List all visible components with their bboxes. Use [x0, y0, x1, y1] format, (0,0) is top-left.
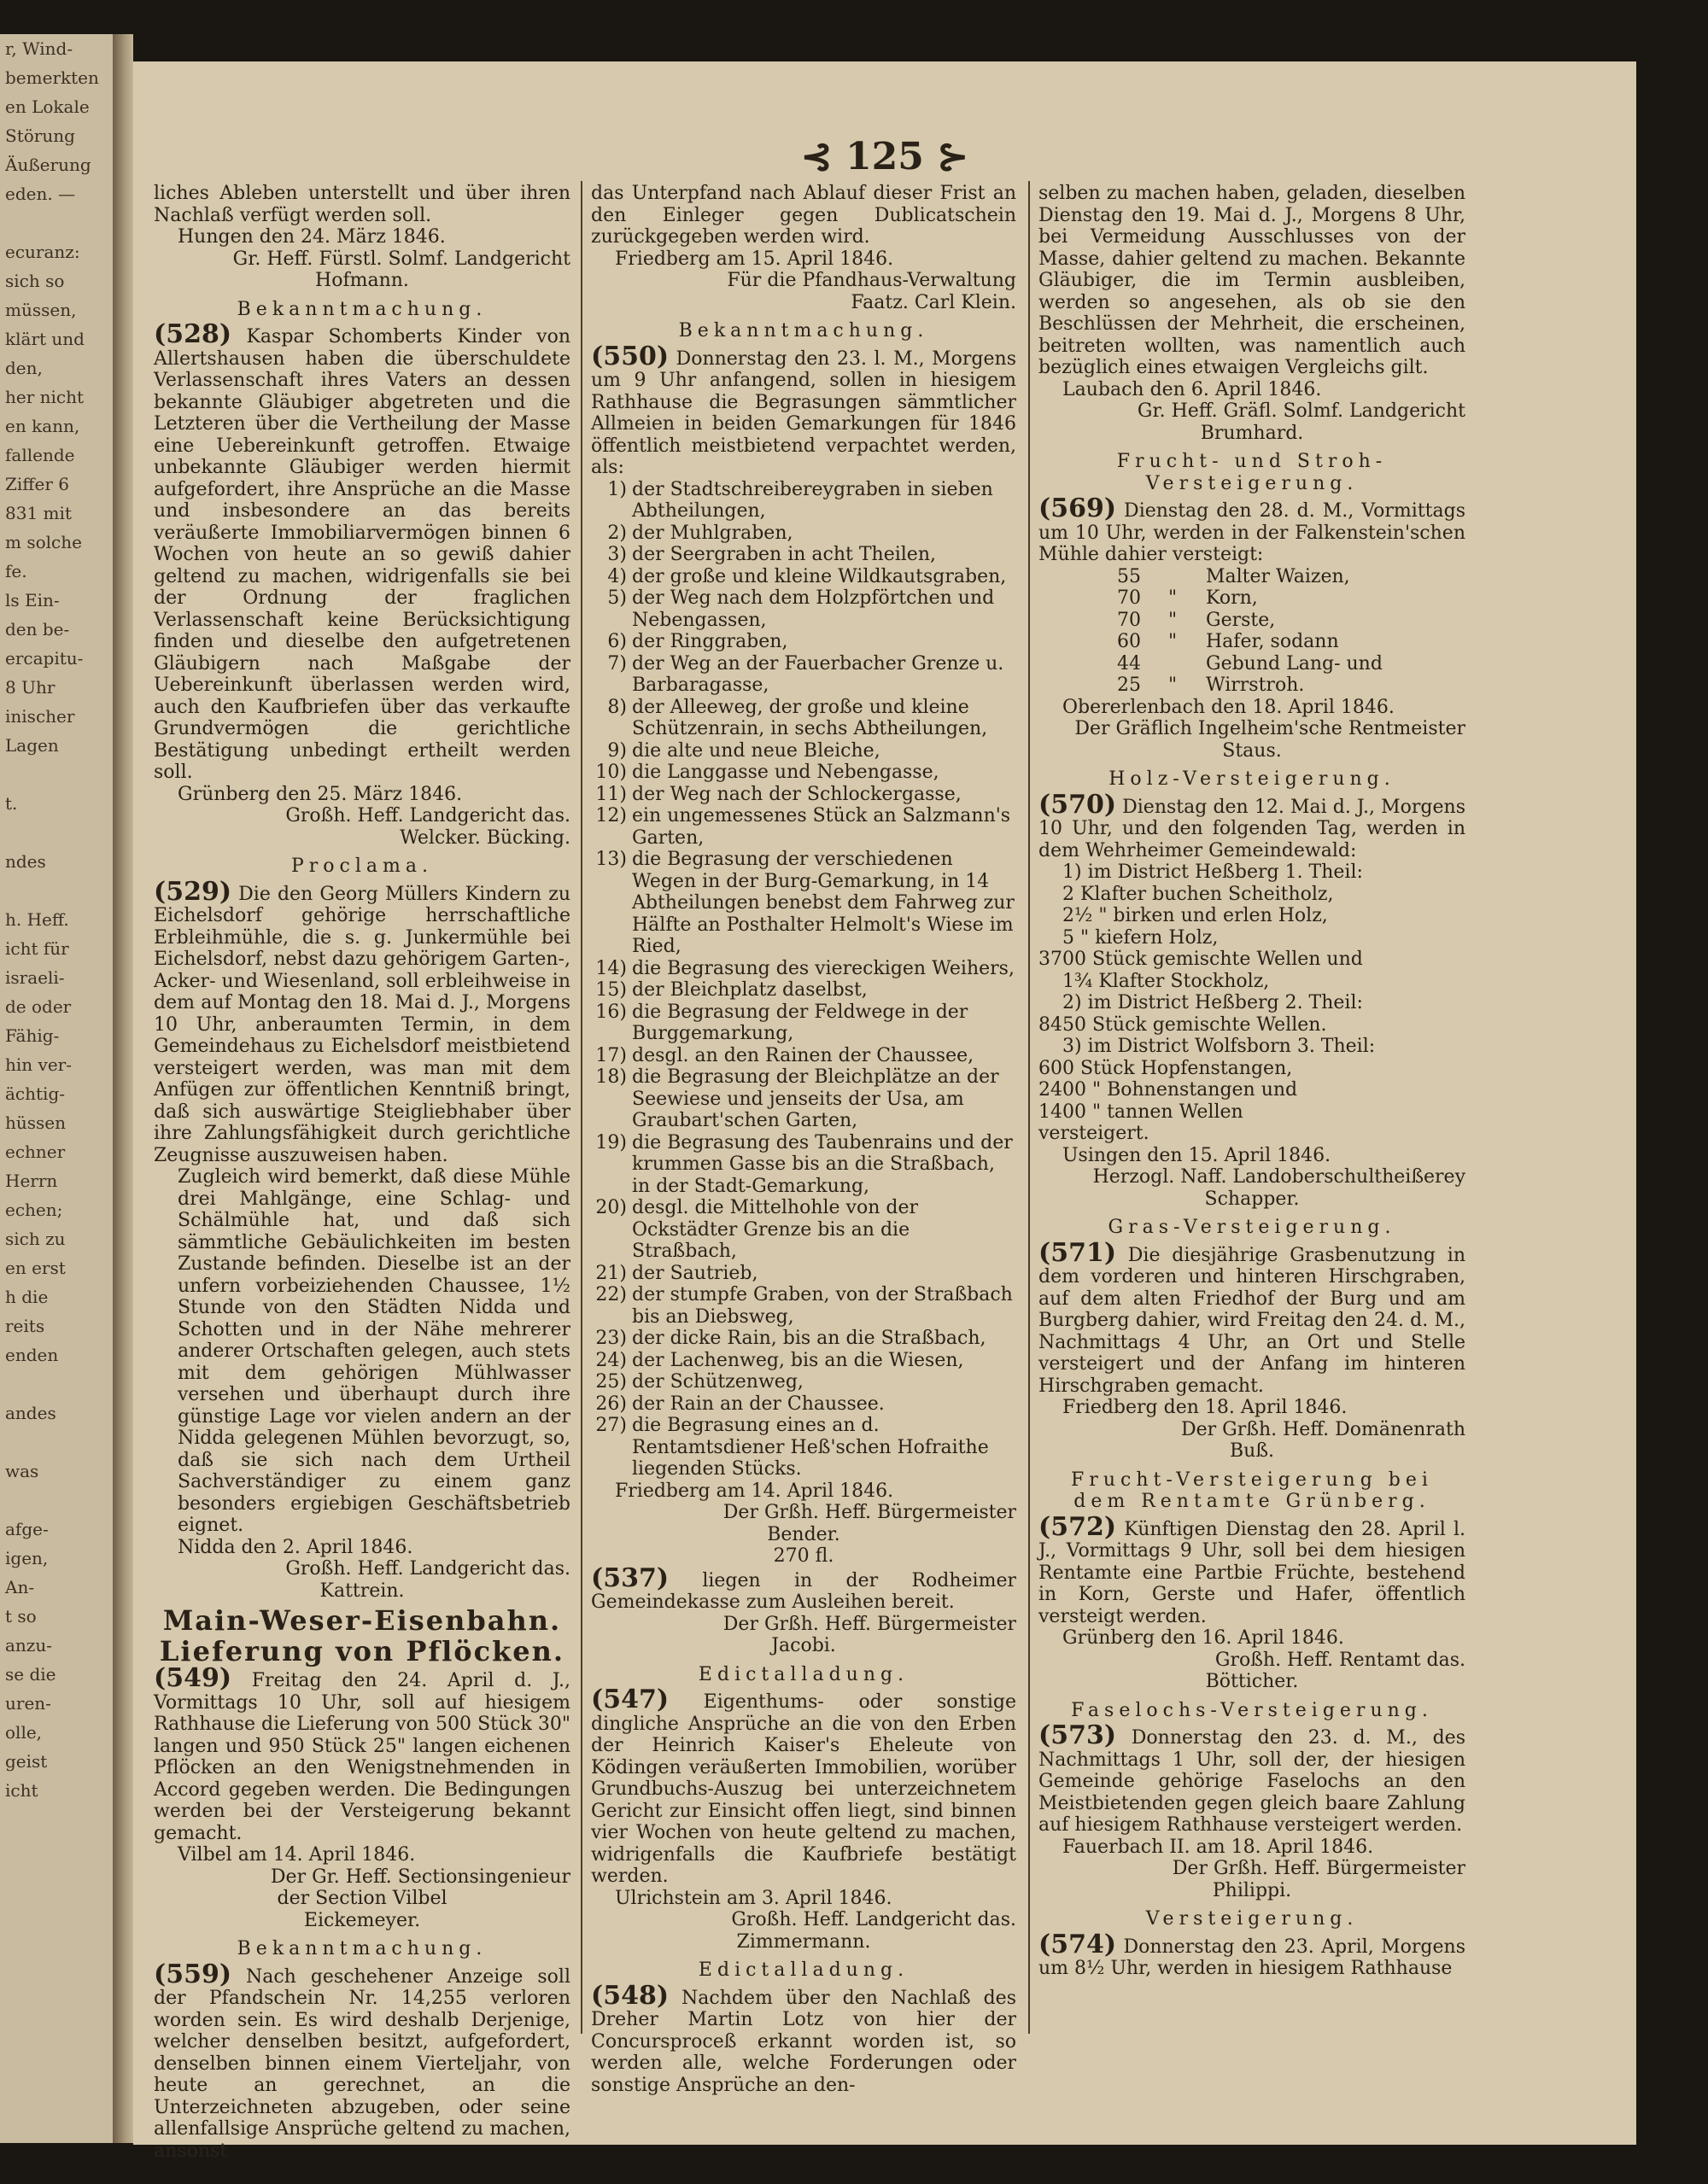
- quantity-amount: 25: [1117, 674, 1141, 696]
- text-line: Zimmermann.: [736, 1930, 871, 1953]
- text-line: 270 fl.: [773, 1545, 834, 1567]
- list-number: 6): [607, 631, 627, 652]
- notice-entry: [154, 876, 570, 1167]
- margin-fragment: olle,: [5, 1722, 43, 1743]
- list-item: [591, 697, 1016, 740]
- text-line: Bötticher.: [1205, 1671, 1299, 1692]
- list-text: der Seergraben in acht Theilen,: [632, 544, 936, 565]
- list-number: 22): [595, 1284, 627, 1305]
- quantity-item: Korn,: [1206, 587, 1258, 609]
- section-heading: Versteigerung.: [1145, 1908, 1359, 1930]
- list-text: die Begrasung der Feldwege in der Burggemarkung,: [632, 1001, 968, 1044]
- ditto-mark: ": [1168, 631, 1178, 652]
- text-line: Ulrichstein am 3. April 1846.: [615, 1887, 892, 1909]
- margin-fragment: de oder: [5, 996, 72, 1017]
- text-line: 2) im District Heßberg 2. Theil:: [1062, 992, 1363, 1013]
- quantity-row: [1038, 566, 1465, 588]
- notice-entry: [154, 1663, 570, 1844]
- text-line: 1400 " tannen Wellen: [1038, 1101, 1243, 1123]
- list-number: 17): [595, 1044, 627, 1066]
- section-heading: Holz-Versteigerung.: [1108, 768, 1395, 790]
- notice-entry: [1038, 493, 1465, 566]
- text-line: 2400 " Bohnenstangen und: [1038, 1079, 1298, 1101]
- margin-fragment: [0, 1486, 113, 1515]
- list-number: 14): [595, 957, 627, 979]
- text-line: Laubach den 6. April 1846.: [1062, 378, 1322, 400]
- notice-entry: [591, 341, 1016, 479]
- margin-fragment: müssen,: [5, 300, 77, 320]
- margin-fragment: icht für: [5, 938, 69, 959]
- margin-fragment: igen,: [5, 1548, 49, 1568]
- notice-number: (559): [154, 1959, 232, 1989]
- margin-fragment: reits: [5, 1316, 45, 1336]
- text-line: 3) im District Wolfsborn 3. Theil:: [1062, 1036, 1376, 1057]
- margin-fragment: uren-: [5, 1693, 51, 1714]
- large-heading: Main-Weser-Eisenbahn.: [162, 1604, 562, 1637]
- notice-number: (573): [1038, 1720, 1117, 1750]
- text-line: 5 " kiefern Holz,: [1062, 926, 1219, 949]
- text-line: Für die Pfandhaus-Verwaltung: [727, 270, 1016, 291]
- margin-fragment: den be-: [5, 619, 70, 639]
- list-text: der Rain an der Chaussee.: [632, 1393, 885, 1415]
- margin-fragment: fe.: [5, 561, 27, 581]
- margin-fragment: sich zu: [5, 1229, 66, 1249]
- notice-text: Künftigen Dienstag den 28. April l. J., Vormittags 9 Uhr, soll bei dem hiesigen Rentamte eine Partbie Früchte, bestehend in Korn, Gerste und Hafer, öffentlich versteigt werden.: [1038, 1518, 1465, 1627]
- text-line: liches Ableben unterstellt und über ihren Nachlaß verfügt werden soll.: [154, 183, 570, 226]
- list-number: 15): [595, 979, 627, 1001]
- margin-fragment: israeli-: [5, 967, 65, 988]
- notice-text: Die den Georg Müllers Kindern zu Eichelsdorf gehörige herrschaftliche Erbleihmühle, die s. g. Junkermühle bei Eichelsdorf, nebst dazu gehörigem Garten-, Acker- und Wiesenland, soll erbleihweise in dem auf Montag den 18. Mai d. J., Morgens 10 Uhr, anberaumten Termin, in dem Gemeindehaus zu Eichelsdorf meistbietend versteigert werden, was man mit dem Anfügen zur öffentlichen Kenntniß bringt, daß sich auswärtige Steigliebhaber über ihre Zahlungsfähigkeit durch gerichtliche Zeugnisse auszuweisen haben.: [154, 883, 570, 1166]
- large-heading: Lieferung von Pflöcken.: [159, 1634, 565, 1667]
- list-item: [591, 1197, 1016, 1263]
- list-number: 26): [595, 1393, 627, 1415]
- text-line: 3700 Stück gemischte Wellen und: [1038, 949, 1363, 970]
- margin-fragment: t.: [5, 793, 18, 814]
- margin-fragment: fallende: [5, 445, 75, 465]
- column-3: [1038, 183, 1465, 1980]
- margin-fragment: icht: [5, 1780, 38, 1801]
- list-number: 3): [607, 544, 627, 565]
- list-text: der dicke Rain, bis an die Straßbach,: [632, 1328, 986, 1349]
- list-number: 10): [595, 762, 627, 783]
- list-item: [591, 762, 1016, 784]
- list-number: 21): [595, 1262, 627, 1284]
- text-line: Hofmann.: [315, 270, 409, 291]
- section-heading: Frucht- und Stroh-Versteigerung.: [1116, 451, 1388, 494]
- margin-fragment: [0, 760, 113, 789]
- list-number: 18): [595, 1066, 627, 1088]
- list-number: 24): [595, 1349, 627, 1371]
- text-line: der Section Vilbel: [277, 1888, 447, 1909]
- notice-entry: [1038, 1720, 1465, 1837]
- quantity-amount: 55: [1117, 565, 1141, 587]
- text-line: 2½ " birken und erlen Holz,: [1062, 905, 1328, 926]
- quantity-amount: 60: [1117, 631, 1141, 652]
- list-text: die Begrasung der Bleichplätze an der Seewiese und jenseits der Usa, am Graubart'schen Garten,: [632, 1066, 999, 1131]
- quantity-row: [1038, 653, 1465, 675]
- notice-number: (572): [1038, 1511, 1117, 1542]
- list-item: [591, 849, 1016, 958]
- list-number: 2): [607, 522, 627, 544]
- text-line: Fauerbach II. am 18. April 1846.: [1062, 1836, 1374, 1858]
- text-line: Friedberg am 15. April 1846.: [615, 248, 894, 270]
- notice-entry: [1038, 789, 1465, 862]
- list-text: desgl. die Mittelhohle von der Ockstädter Grenze bis an die Straßbach,: [632, 1197, 919, 1262]
- notice-number: (547): [591, 1685, 670, 1714]
- notice-number: (570): [1038, 789, 1117, 820]
- text-line: Gr. Heff. Gräfl. Solmf. Landgericht: [1137, 400, 1465, 422]
- list-item: [591, 653, 1016, 697]
- notice-entry: [1038, 1929, 1465, 1980]
- margin-fragment: Fähig-: [5, 1025, 60, 1046]
- newspaper-page: [133, 61, 1636, 2162]
- ditto-mark: ": [1168, 674, 1178, 696]
- list-text: der Schützenweg,: [632, 1371, 804, 1393]
- column-rule: [581, 181, 582, 2034]
- margin-fragment: hin ver-: [5, 1054, 72, 1075]
- list-item: [591, 1328, 1016, 1350]
- text-line: Der Grßh. Heff. Bürgermeister: [1172, 1858, 1465, 1879]
- list-item: [591, 784, 1016, 806]
- list-number: 16): [595, 1001, 627, 1023]
- list-number: 9): [607, 739, 627, 762]
- quantity-amount: 70: [1117, 587, 1141, 609]
- list-number: 1): [607, 478, 627, 500]
- text-line: Großh. Heff. Landgericht das.: [285, 805, 570, 826]
- text-line: Der Grßh. Heff. Bürgermeister: [722, 1502, 1016, 1523]
- margin-fragment: m solche: [5, 532, 82, 552]
- notice-text: Nach geschehener Anzeige soll der Pfandschein Nr. 14,255 verloren worden sein. Es wird deshalb Derjenige, welcher denselben besitzt, aufgefordert, denselben binnen einem Vierteljahr, von heute an gerechnet, an die Unterzeichneten abzugeben, oder seine allenfallsige Ansprüche geltend zu machen, ansonst: [154, 1965, 570, 2162]
- margin-fragment: sich so: [5, 271, 65, 291]
- margin-fragment: ndes: [5, 851, 46, 872]
- margin-fragment: en kann,: [5, 416, 80, 436]
- margin-fragment: [0, 1428, 113, 1457]
- margin-fragment: echen;: [5, 1200, 63, 1220]
- list-number: 5): [607, 587, 627, 609]
- list-item: [591, 740, 1016, 762]
- margin-fragment: 8 Uhr: [5, 677, 56, 698]
- list-number: 8): [607, 696, 627, 718]
- margin-fragment: [0, 1369, 113, 1399]
- margin-fragment: h. Heff.: [5, 909, 69, 930]
- text-line: Welcker. Bücking.: [400, 826, 570, 849]
- quantity-item: Hafer, sodann: [1206, 631, 1339, 652]
- list-number: 7): [607, 652, 627, 674]
- section-heading: Gras-Versteigerung.: [1108, 1217, 1396, 1238]
- text-line: Bender.: [767, 1523, 840, 1545]
- text-line: Friedberg am 14. April 1846.: [615, 1480, 894, 1502]
- list-text: der große und kleine Wildkautsgraben,: [632, 565, 1007, 587]
- list-text: der Bleichplatz daselbst,: [632, 979, 868, 1001]
- margin-fragment: inischer: [5, 706, 75, 727]
- list-item: [591, 1393, 1016, 1416]
- text-line: Usingen den 15. April 1846.: [1062, 1144, 1331, 1166]
- column-2: [591, 183, 1016, 2096]
- text-line: Großh. Heff. Landgericht das.: [285, 1558, 570, 1580]
- text-line: Großh. Heff. Landgericht das.: [731, 1909, 1016, 1930]
- margin-fragment: den,: [5, 358, 43, 378]
- text-line: Der Grßh. Heff. Domänenrath: [1180, 1418, 1465, 1440]
- margin-fragment: ercapitu-: [5, 648, 84, 669]
- margin-fragment: Ziffer 6: [5, 474, 69, 494]
- text-line: das Unterpfand nach Ablauf dieser Frist an den Einleger gegen Dublicatschein zurückgegeben werden wird.: [591, 183, 1016, 248]
- text-line: selben zu machen haben, geladen, dieselben Dienstag den 19. Mai d. J., Morgens 8 Uhr, bei Vermeidung Ausschlusses von der Masse, dahier geltend zu machen. Bekannte Gläubiger, die im Termin ausbleiben, werden so angesehen, als ob sie den Beschlüssen der Mehrheit, die erscheinen, beitreten wollten, was namentlich auch bezüglich eines etwaigen Vergleichs gilt.: [1038, 183, 1465, 378]
- margin-fragment: r, Wind-: [5, 38, 73, 59]
- ditto-mark: ": [1168, 609, 1178, 631]
- margin-fragment: en erst: [5, 1258, 66, 1278]
- text-line: Obererlenbach den 18. April 1846.: [1062, 696, 1395, 718]
- list-text: die alte und neue Bleiche,: [632, 739, 880, 762]
- quantity-row: [1038, 631, 1465, 653]
- notice-text: Donnerstag den 23. l. M., Morgens um 9 Uhr anfangend, sollen in hiesigem Rathhause die Begrasungen sämmtlicher Allmeien in beiden Gemarkungen für 1846 öffentlich meistbietend verpachtet werden, als:: [591, 347, 1016, 478]
- list-text: die Begrasung der verschiedenen Wegen in der Burg-Gemarkung, in 14 Abtheilungen benebst dem Fahrweg zur Hälfte an Posthalter Helmolt's Wiese im Ried,: [632, 849, 1015, 957]
- text-line: Der Grßh. Heff. Bürgermeister: [722, 1613, 1016, 1635]
- text-line: Philippi.: [1212, 1879, 1292, 1901]
- page-number: [133, 135, 1636, 178]
- notice-number: (528): [154, 319, 232, 349]
- page-number-value: 125: [845, 135, 924, 178]
- notice-entry: [154, 1959, 570, 2163]
- list-text: die Begrasung des viereckigen Weihers,: [632, 957, 1015, 979]
- margin-fragment: eden. —: [5, 184, 76, 204]
- notice-number: (549): [154, 1663, 232, 1693]
- text-line: Zugleich wird bemerkt, daß diese Mühle drei Mahlgänge, eine Schlag- und Schälmühle hat, und daß sich sämmtliche Gebäulichkeiten im besten Zustande befinden. Dieselbe ist an der unfern vorbeiziehenden Chaussee, 1½ Stunde von den Städten Nidda und Schotten und in der Nähe mehrerer anderer Ortschaften gelegen, auch stets mit dem gehörigen Mühlwasser versehen und überhaupt durch ihre günstige Lage vor vielen andern an der Nidda gelegenen Mühlen bevorzugt, so, daß sie sich nach dem Urtheil Sachverständiger zu einem ganz besonders ergiebigen Geschäftsbetrieb eignet.: [178, 1166, 570, 1536]
- list-text: die Langgasse und Nebengasse,: [632, 762, 939, 783]
- section-heading: Edictalladung.: [698, 1959, 910, 1981]
- notice-number: (550): [591, 341, 670, 371]
- text-line: Gr. Heff. Fürstl. Solmf. Landgericht: [232, 248, 570, 270]
- margin-fragment: ächtig-: [5, 1083, 65, 1104]
- text-line: Staus.: [1222, 739, 1282, 762]
- notice-entry: [591, 1980, 1016, 2097]
- list-number: 12): [595, 805, 627, 826]
- section-heading: Proclama.: [290, 855, 433, 877]
- quantity-row: [1038, 610, 1465, 632]
- text-line: Schapper.: [1204, 1188, 1300, 1210]
- text-line: Großh. Heff. Rentamt das.: [1214, 1649, 1465, 1671]
- list-number: 20): [595, 1197, 627, 1218]
- list-item: [591, 1066, 1016, 1132]
- margin-fragment: klärt und: [5, 329, 85, 349]
- text-line: Der Gräflich Ingelheim'sche Rentmeister: [1074, 718, 1465, 739]
- column-1: [154, 183, 570, 2162]
- list-text: der Stadtschreibereygraben in sieben Abtheilungen,: [632, 478, 993, 522]
- list-item: [591, 1350, 1016, 1372]
- margin-fragment: hüssen: [5, 1112, 67, 1133]
- list-text: der stumpfe Graben, von der Straßbach bis an Diebsweg,: [632, 1284, 1013, 1328]
- list-item: [591, 958, 1016, 980]
- notice-entry: [591, 1562, 1016, 1614]
- list-number: 11): [595, 783, 627, 805]
- list-text: der Ringgraben,: [632, 631, 788, 652]
- section-heading: Frucht-Versteigerung bei dem Rentamte Grünberg.: [1071, 1469, 1433, 1512]
- notice-text: Donnerstag den 23. April, Morgens um 8½ Uhr, werden in hiesigem Rathhause: [1038, 1936, 1465, 1979]
- column-rule: [1028, 181, 1030, 2034]
- text-line: 1) im District Heßberg 1. Theil:: [1062, 861, 1363, 883]
- list-text: ein ungemessenes Stück an Salzmann's Garten,: [632, 805, 1011, 849]
- margin-fragment: echner: [5, 1142, 66, 1162]
- notice-number: (571): [1038, 1237, 1117, 1268]
- margin-fragment: Störung: [5, 126, 75, 146]
- section-heading: Edictalladung.: [698, 1663, 910, 1685]
- list-text: der Weg an der Fauerbacher Grenze u. Barbaragasse,: [632, 652, 1004, 696]
- ditto-mark: [1168, 566, 1206, 588]
- list-item: [591, 544, 1016, 566]
- list-text: der Weg nach der Schlockergasse,: [632, 783, 962, 805]
- quantity-amount: 70: [1117, 609, 1141, 631]
- notice-text: Freitag den 24. April d. J., Vormittags 10 Uhr, soll auf hiesigem Rathhause die Lieferung von 500 Stück 30" langen und 950 Stück 25" langen eichenen Pflöcken an den Wenigstnehmenden in Accord gegeben werden. Die Bedingungen werden bei der Versteigerung bekannt gemacht.: [154, 1670, 570, 1844]
- list-item: [591, 1001, 1016, 1045]
- notice-entry: [1038, 1511, 1465, 1628]
- quantity-item: Malter Waizen,: [1206, 565, 1350, 587]
- ornament-left: ⊰: [800, 135, 846, 178]
- margin-fragment: her nicht: [5, 387, 85, 407]
- notice-entry: [1038, 1237, 1465, 1398]
- text-line: 2 Klafter buchen Scheitholz,: [1062, 883, 1334, 905]
- notice-entry: [591, 1685, 1016, 1888]
- quantity-item: Wirrstroh.: [1206, 674, 1305, 696]
- margin-fragment: bemerkten: [5, 67, 99, 88]
- section-heading: Faselochs-Versteigerung.: [1071, 1699, 1433, 1721]
- previous-page-margin: [0, 34, 115, 2143]
- text-line: Kattrein.: [319, 1580, 405, 1602]
- notice-number: (529): [154, 876, 232, 907]
- notice-entry: [154, 319, 570, 784]
- margin-fragment: [0, 876, 113, 905]
- list-text: der Weg nach dem Holzpförtchen und Nebengassen,: [632, 587, 995, 631]
- text-line: Herzogl. Naff. Landoberschultheißerey: [1092, 1166, 1465, 1188]
- text-line: 8450 Stück gemischte Wellen.: [1038, 1013, 1327, 1036]
- margin-fragment: Herrn: [5, 1171, 58, 1191]
- list-item: [591, 587, 1016, 631]
- margin-fragment: ecuranz:: [5, 242, 80, 262]
- notice-text: liegen in der Rodheimer Gemeindekasse zum Ausleihen bereit.: [591, 1569, 1016, 1613]
- text-line: Buß.: [1229, 1440, 1275, 1462]
- text-line: Der Gr. Heff. Sectionsingenieur: [270, 1866, 570, 1888]
- section-heading: Bekanntmachung.: [237, 298, 488, 320]
- margin-fragment: anzu-: [5, 1635, 52, 1656]
- list-number: 19): [595, 1131, 627, 1153]
- quantity-amount: 44: [1117, 652, 1141, 674]
- section-heading: Bekanntmachung.: [678, 320, 929, 342]
- list-item: [591, 631, 1016, 653]
- list-text: desgl. an den Rainen der Chaussee,: [632, 1044, 974, 1066]
- text-line: Eickemeyer.: [303, 1909, 421, 1931]
- text-line: Faatz. Carl Klein.: [851, 291, 1016, 313]
- notice-text: Dienstag den 12. Mai d. J., Morgens 10 Uhr, und den folgenden Tag, werden in dem Wehrheimer Gemeindewald:: [1038, 796, 1465, 861]
- margin-fragment: 831 mit: [5, 503, 72, 523]
- margin-fragment: Äußerung: [5, 155, 91, 175]
- list-item: [591, 1415, 1016, 1480]
- quantity-row: [1038, 674, 1465, 697]
- list-text: der Alleeweg, der große und kleine Schützenrain, in sechs Abtheilungen,: [632, 696, 988, 739]
- margin-fragment: [0, 208, 113, 237]
- text-line: versteigert.: [1038, 1123, 1149, 1144]
- list-number: 27): [595, 1415, 627, 1436]
- notice-text: Die diesjährige Grasbenutzung in dem vorderen und hinteren Hirschgraben, auf dem alten Friedhof der Burg und am Burgberg dahier, wird Freitag den 24. d. M., Nachmittags 4 Uhr, an Ort und Stelle versteigert und der Anfang im hinteren Hirschgraben gemacht.: [1038, 1244, 1465, 1397]
- notice-text: Kaspar Schomberts Kinder von Allertshausen haben die überschuldete Verlassenschaft ihres Vaters an dessen bekannte Gläubiger abgetreten und die Letzteren über die Vertheilung der Masse eine Uebereinkunft getroffen. Etwaige unbekannte Gläubiger werden hiermit aufgefordert, ihre Ansprüche an die Masse und insbesondere an das bereits veräußerte Immobiliarvermögen binnen 6 Wochen von heute an so gewiß dahier geltend zu machen, widrigenfalls sie bei der Ordnung der fraglichen Verlassenschaft keine Berücksichtigung finden und dieselbe den aufgetretenen Gläubigern nach Maßgabe der Uebereinkunft überlassen werden wird, auch den Kaufbriefen über das verkaufte Grundvermögen die gerichtliche Bestätigung unbedingt ertheilt werden soll.: [154, 326, 570, 783]
- list-text: die Begrasung eines an d. Rentamtsdiener Heß'schen Hofraithe liegenden Stücks.: [632, 1415, 989, 1480]
- margin-fragment: en Lokale: [5, 96, 90, 117]
- text-line: Hungen den 24. März 1846.: [178, 226, 446, 248]
- list-text: die Begrasung des Taubenrains und der krummen Gasse bis an die Straßbach, in der Stadt-Gemarkung,: [632, 1131, 1013, 1197]
- margin-fragment: afge-: [5, 1519, 49, 1539]
- list-item: [591, 566, 1016, 588]
- margin-fragment: [0, 818, 113, 847]
- list-item: [591, 805, 1016, 849]
- notice-number: (569): [1038, 493, 1117, 523]
- margin-fragment: was: [5, 1461, 39, 1481]
- margin-fragment: geist: [5, 1751, 48, 1772]
- list-text: der Sautrieb,: [632, 1262, 758, 1284]
- quantity-row: [1038, 587, 1465, 610]
- text-line: Grünberg den 25. März 1846.: [178, 783, 463, 805]
- ditto-mark: ": [1168, 587, 1178, 609]
- list-item: [591, 1371, 1016, 1393]
- list-number: 23): [595, 1328, 627, 1349]
- ditto-mark: [1168, 653, 1206, 675]
- text-line: Brumhard.: [1200, 422, 1304, 444]
- text-line: Vilbel am 14. April 1846.: [178, 1844, 416, 1866]
- list-item: [591, 479, 1016, 523]
- text-line: Grünberg den 16. April 1846.: [1062, 1627, 1344, 1649]
- margin-fragment: enden: [5, 1345, 59, 1365]
- list-text: der Lachenweg, bis an die Wiesen,: [632, 1349, 964, 1371]
- list-number: 25): [595, 1371, 627, 1393]
- notice-number: (574): [1038, 1929, 1117, 1959]
- section-heading: Bekanntmachung.: [237, 1938, 488, 1959]
- notice-text: Dienstag den 28. d. M., Vormittags um 10 Uhr, werden in der Falkenstein'schen Mühle dahier versteigt:: [1038, 500, 1465, 565]
- text-line: 1¾ Klafter Stockholz,: [1062, 970, 1270, 992]
- ornament-right: ⊱: [923, 135, 969, 178]
- list-text: der Muhlgraben,: [632, 522, 793, 544]
- list-item: [591, 1132, 1016, 1198]
- margin-fragment: andes: [5, 1403, 56, 1423]
- margin-fragment: An-: [5, 1577, 35, 1597]
- list-number: 13): [595, 849, 627, 870]
- notice-number: (548): [591, 1980, 670, 2011]
- quantity-item: Gerste,: [1206, 609, 1276, 631]
- text-line: 600 Stück Hopfenstangen,: [1038, 1057, 1293, 1079]
- list-item: [591, 979, 1016, 1001]
- text-line: Jacobi.: [771, 1635, 836, 1656]
- margin-fragment: t so: [5, 1606, 37, 1626]
- text-line: Friedberg den 18. April 1846.: [1062, 1397, 1348, 1418]
- list-item: [591, 523, 1016, 545]
- text-line: Nidda den 2. April 1846.: [178, 1536, 413, 1558]
- quantity-item: Gebund Lang- und: [1206, 652, 1383, 674]
- margin-fragment: ls Ein-: [5, 590, 60, 610]
- margin-fragment: se die: [5, 1664, 56, 1685]
- notice-number: (537): [591, 1562, 670, 1593]
- notice-text: Nachdem über den Nachlaß des Dreher Martin Lotz von hier der Concursproceß erkannt worden ist, so werden alle, welche Forderungen oder sonstige Ansprüche an den-: [591, 1987, 1016, 2096]
- margin-fragment: Lagen: [5, 735, 59, 756]
- list-item: [591, 1284, 1016, 1328]
- list-item: [591, 1263, 1016, 1285]
- margin-fragment: h die: [5, 1287, 49, 1307]
- book-gutter: [113, 34, 133, 2143]
- notice-text: Eigenthums- oder sonstige dingliche Ansprüche an die von den Erben der Heinrich Kaiser's Eheleute von Ködingen veräußerten Immobilien, worüber Grundbuchs-Auszug bei unterzeichnetem Gericht zur Einsicht offen liegt, sind binnen vier Wochen von heute geltend zu machen, widrigenfalls die Kaufbriefe bestätigt werden.: [591, 1691, 1016, 1887]
- notice-text: Donnerstag den 23. d. M., des Nachmittags 1 Uhr, soll der, der hiesigen Gemeinde gehörige Faselochs an den Meistbietenden gegen gleich baare Zahlung auf hiesigem Rathhause versteigert werden.: [1038, 1727, 1465, 1836]
- list-item: [591, 1045, 1016, 1067]
- list-number: 4): [607, 565, 627, 587]
